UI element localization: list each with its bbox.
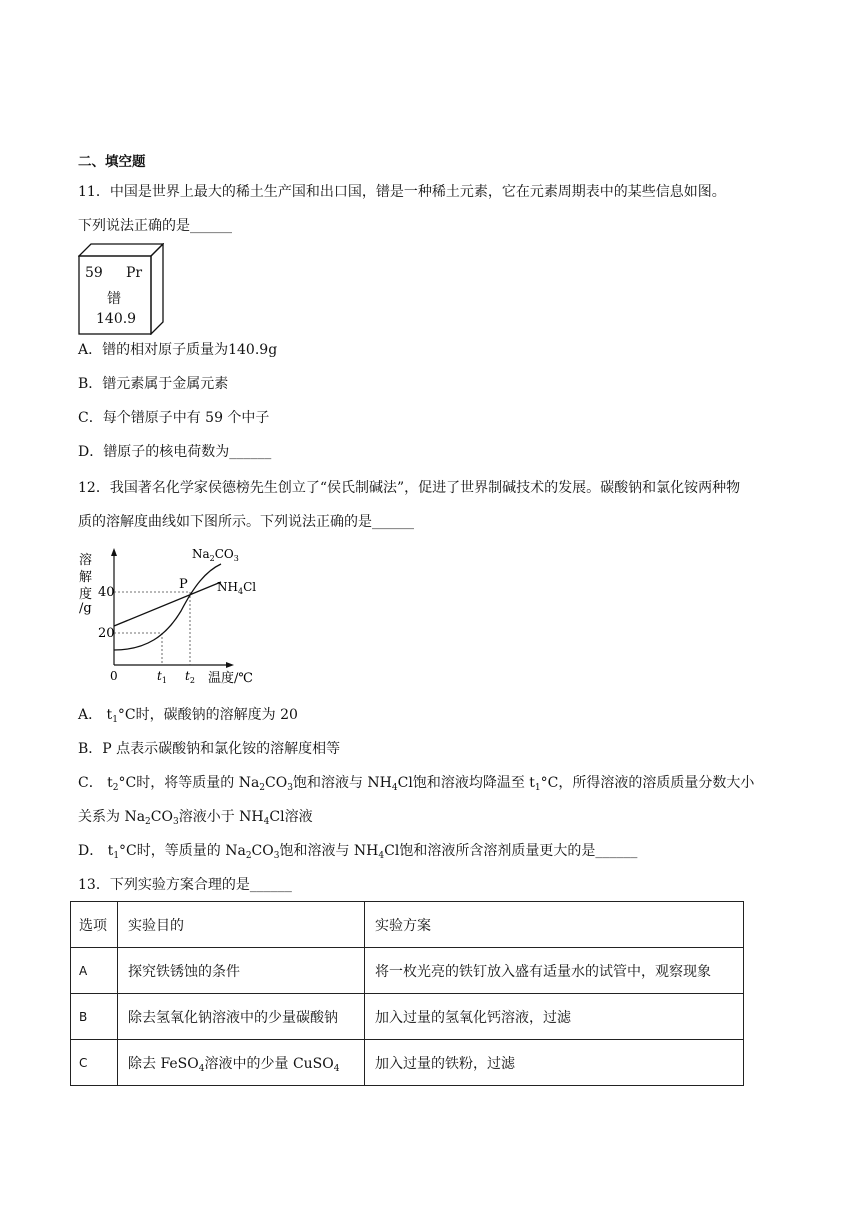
table-cell-option: A	[71, 948, 118, 994]
chart-series-label-na2co3: $Na_2CO_3$	[192, 547, 239, 563]
table-cell-plan: 加入过量的铁粉，过滤	[365, 1040, 744, 1086]
q12-option-a: A． $t_1^\circ C$时，碳酸钠的溶解度为 20	[78, 707, 298, 725]
table-row	[71, 948, 744, 994]
element-atomic-number: 59	[85, 265, 103, 281]
chart-x-arrow	[226, 662, 234, 668]
chart-xlabel: 温度/℃	[208, 671, 253, 686]
q11-stem-line1: 11．中国是世界上最大的稀土生产国和出口国，镨是一种稀土元素，它在元素周期表中的某些信息如图。	[78, 184, 726, 200]
q11-stem-line2: 下列说法正确的是______	[78, 218, 232, 234]
table-cell-goal: 探究铁锈蚀的条件	[118, 948, 365, 994]
element-mass: 140.9	[96, 311, 137, 327]
q12-stem-line1: 12．我国著名化学家侯德榜先生创立了“侯氏制碱法”，促进了世界制碱技术的发展。碳酸钠和氯化铵两种物	[78, 480, 741, 496]
table-header-goal: 实验目的	[118, 902, 365, 948]
table-header-row	[71, 902, 744, 948]
table-cell-plan: 加入过量的氢氧化钙溶液，过滤	[365, 994, 744, 1040]
q12-stem-line2: 质的溶解度曲线如下图所示。下列说法正确的是______	[78, 514, 414, 530]
q13-stem: 13．下列实验方案合理的是______	[78, 877, 292, 893]
chart-point-p: P	[179, 577, 188, 592]
chart-xtick-t1: $t_1$	[157, 669, 167, 685]
chart-xtick-t2: $t_2$	[185, 669, 195, 685]
table-cell-option: C	[71, 1040, 118, 1086]
chart-ytick-40: 40	[98, 585, 115, 600]
chart-series-label-nh4cl: $NH_4Cl$	[217, 580, 257, 596]
chart-ylabel-char-4: /g	[79, 601, 92, 616]
chart-ytick-20: 20	[98, 626, 115, 641]
table-row	[71, 1040, 744, 1086]
element-symbol: Pr	[126, 265, 143, 281]
table-row	[71, 994, 744, 1040]
q11-option-a: A．镨的相对原子质量为140.9g	[78, 342, 278, 358]
solubility-curve-chart	[76, 546, 276, 691]
q11-option-d: D．镨原子的核电荷数为______	[78, 444, 272, 460]
chart-y-arrow	[111, 548, 117, 556]
chart-curve-na2co3	[114, 564, 221, 650]
chart-ylabel-char-1: 溶	[79, 553, 93, 568]
experiment-table	[70, 901, 744, 1086]
chart-origin: 0	[110, 669, 118, 683]
table-cell-goal: 除去氢氧化钠溶液中的少量碳酸钠	[118, 994, 365, 1040]
q12-option-c-line1: C． $t_2^\circ C$时，将等质量的 $Na_2CO_3$饱和溶液与 $NH_4Cl$饱和溶液均降温至 $t_1^\circ C$，所得溶液的溶质质量分数大小	[78, 775, 755, 793]
table-header-plan: 实验方案	[365, 902, 744, 948]
element-name: 镨	[107, 291, 121, 307]
table-cell-plan: 将一枚光亮的铁钉放入盛有适量水的试管中，观察现象	[365, 948, 744, 994]
table-cell-option: B	[71, 994, 118, 1040]
chart-ylabel-char-2: 解	[79, 570, 93, 585]
chart-ylabel-char-3: 度	[79, 587, 93, 602]
q12-option-d: D． $t_1^\circ C$时，等质量的 $Na_2CO_3$饱和溶液与 $NH_4Cl$饱和溶液所含溶剂质量更大的是______	[78, 843, 638, 861]
table-cell-goal: 除去 FeSO$_4$溶液中的少量 CuSO$_4$	[118, 1040, 365, 1086]
chart-line-nh4cl	[114, 582, 221, 626]
section-title: 二、填空题	[78, 154, 146, 170]
q11-option-b: B．镨元素属于金属元素	[78, 376, 229, 392]
q12-option-b: B．P 点表示碳酸钠和氯化铵的溶解度相等	[78, 741, 341, 757]
table-header-option: 选项	[71, 902, 118, 948]
q12-option-c-line2: 关系为 $Na_2CO_3$溶液小于 $NH_4Cl$溶液	[78, 809, 313, 827]
q11-option-c: C．每个镨原子中有 59 个中子	[78, 410, 270, 426]
element-tile-praseodymium	[78, 243, 164, 335]
